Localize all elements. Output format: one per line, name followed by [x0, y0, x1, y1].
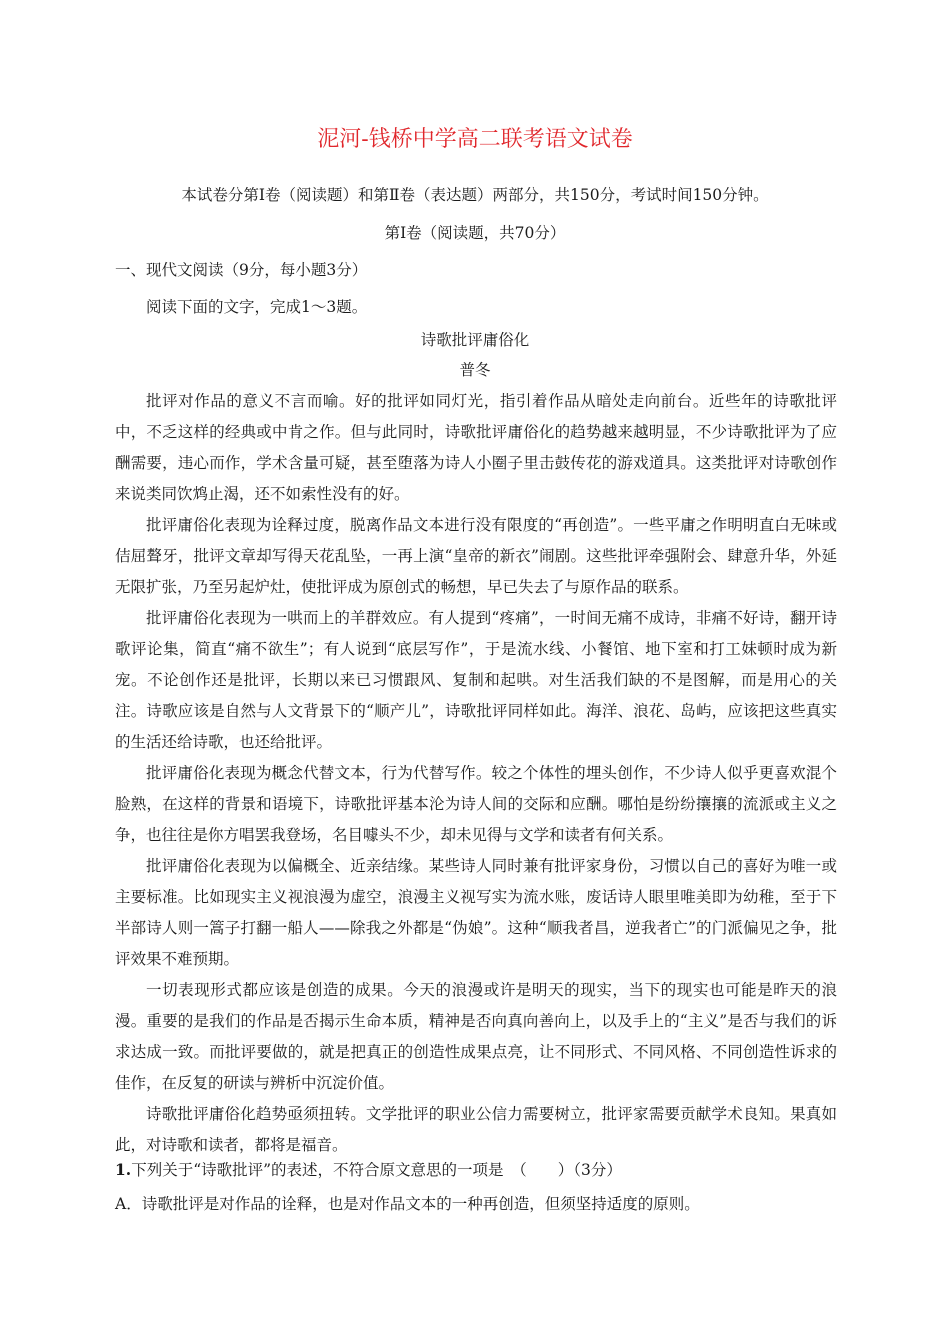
question-1-option-a: A．诗歌批评是对作品的诠释，也是对作品文本的一种再创造，但须坚持适度的原则。 [115, 1195, 700, 1213]
article-paragraph: 批评庸俗化表现为概念代替文本，行为代替写作。较之个体性的埋头创作，不少诗人似乎更喜欢混个脸熟，在这样的背景和语境下，诗歌批评基本沦为诗人间的交际和应酬。哪怕是纷纷攘攘的流派或主义之争，也往往是你方唱罢我登场，名目噱头不少，却未见得与文学和读者有何关系。 [115, 764, 837, 844]
question-text: 下列关于“诗歌批评”的表述，不符合原文意思的一项是 （ ）（3分） [131, 1161, 622, 1179]
article-title: 诗歌批评庸俗化 [420, 331, 530, 349]
reading-instruction: 阅读下面的文字，完成1～3题。 [146, 298, 368, 316]
question-1 [115, 1159, 622, 1181]
question-number: 1. [115, 1160, 132, 1179]
part-heading: 一、现代文阅读（9分，每小题3分） [115, 261, 368, 279]
article-author: 普冬 [459, 361, 491, 379]
exam-title: 泥河-钱桥中学高二联考语文试卷 [317, 127, 633, 152]
section-heading: 第Ⅰ卷（阅读题，共70分） [384, 224, 566, 242]
article-paragraph: 一切表现形式都应该是创造的成果。今天的浪漫或许是明天的现实，当下的现实也可能是昨天的浪漫。重要的是我们的作品是否揭示生命本质，精神是否向真向善向上，以及手上的“主义”是否与我们的诉求达成一致。而批评要做的，就是把真正的创造性成果点亮，让不同形式、不同风格、不同创造性诉求的佳作，在反复的研读与辨析中沉淀价值。 [115, 981, 837, 1092]
article-paragraph: 批评庸俗化表现为以偏概全、近亲结缘。某些诗人同时兼有批评家身份，习惯以自己的喜好为唯一或主要标准。比如现实主义视浪漫为虚空，浪漫主义视写实为流水账，废话诗人眼里唯美即为幼稚，至于下半部诗人则一篙子打翻一船人——除我之外都是“伪娘”。这种“顺我者昌，逆我者亡”的门派偏见之争，批评效果不难预期。 [115, 857, 837, 968]
exam-intro: 本试卷分第Ⅰ卷（阅读题）和第Ⅱ卷（表达题）两部分，共150分，考试时间150分钟。 [181, 186, 769, 204]
article-paragraph: 批评对作品的意义不言而喻。好的批评如同灯光，指引着作品从暗处走向前台。近些年的诗歌批评中，不乏这样的经典或中肯之作。但与此同时，诗歌批评庸俗化的趋势越来越明显，不少诗歌批评为了应酬需要，违心而作，学术含量可疑，甚至堕落为诗人小圈子里击鼓传花的游戏道具。这类批评对诗歌创作来说类同饮鸩止渴，还不如索性没有的好。 [115, 392, 837, 503]
article-paragraph: 批评庸俗化表现为诠释过度，脱离作品文本进行没有限度的“再创造”。一些平庸之作明明直白无味或佶屈聱牙，批评文章却写得天花乱坠，一再上演“皇帝的新衣”闹剧。这些批评牵强附会、肆意升华，外延无限扩张，乃至另起炉灶，使批评成为原创式的畅想，早已失去了与原作品的联系。 [115, 516, 837, 596]
article-paragraph: 诗歌批评庸俗化趋势亟须扭转。文学批评的职业公信力需要树立，批评家需要贡献学术良知。果真如此，对诗歌和读者，都将是福音。 [115, 1105, 837, 1154]
article-paragraph: 批评庸俗化表现为一哄而上的羊群效应。有人提到“疼痛”，一时间无痛不成诗，非痛不好诗，翻开诗歌评论集，简直“痛不欲生”；有人说到“底层写作”，于是流水线、小餐馆、地下室和打工妹顿时成为新宠。不论创作还是批评，长期以来已习惯跟风、复制和起哄。对生活我们缺的不是图解，而是用心的关注。诗歌应该是自然与人文背景下的“顺产儿”，诗歌批评同样如此。海洋、浪花、岛屿，应该把这些真实的生活还给诗歌，也还给批评。 [115, 609, 837, 751]
